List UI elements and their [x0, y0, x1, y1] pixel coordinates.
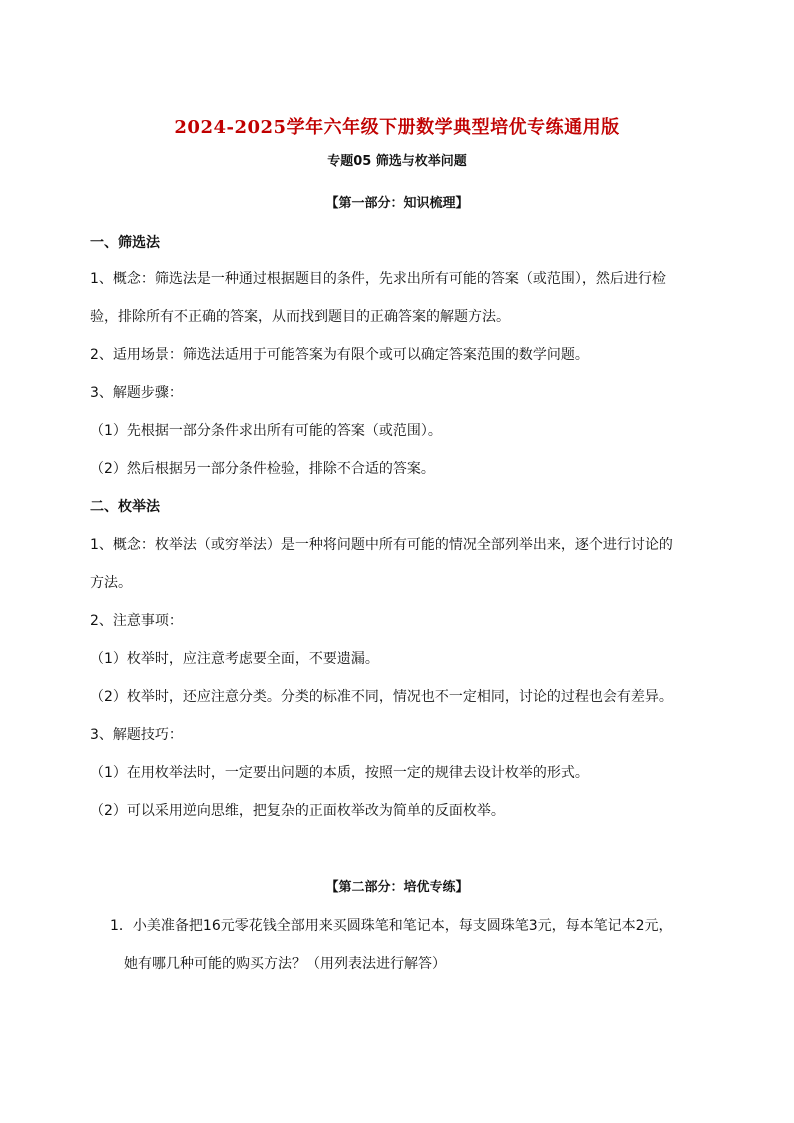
question-1-line2: 她有哪几种可能的购买方法？（用列表法进行解答） [124, 956, 446, 972]
sec2-tips-title: 3、解题技巧： [90, 727, 183, 743]
sec2-tip1: （1）在用枚举法时，一定要出问题的本质，按照一定的规律去设计枚举的形式。 [90, 765, 589, 781]
question-1-line1: 1．小美准备把16元零花钱全部用来买圆珠笔和笔记本，每支圆珠笔3元，每本笔记本2元， [110, 918, 673, 934]
sec2-concept-line2: 方法。 [90, 575, 132, 591]
sec2-title: 二、枚举法 [90, 499, 160, 515]
sec1-concept-line1: 1、概念：筛选法是一种通过根据题目的条件，先求出所有可能的答案（或范围），然后进行检 [90, 271, 666, 287]
sec1-step2: （2）然后根据另一部分条件检验，排除不合适的答案。 [90, 461, 435, 477]
sec2-notes-title: 2、注意事项： [90, 613, 183, 629]
document-subtitle: 专题05 筛选与枚举问题 [327, 154, 467, 169]
sec1-concept-line2: 验，排除所有不正确的答案，从而找到题目的正确答案的解题方法。 [90, 309, 510, 325]
sec2-concept-line1: 1、概念：枚举法（或穷举法）是一种将问题中所有可能的情况全部列举出来，逐个进行讨论的 [90, 537, 673, 553]
part2-heading: 【第二部分：培优专练】 [325, 880, 469, 895]
sec2-tip2: （2）可以采用逆向思维，把复杂的正面枚举改为简单的反面枚举。 [90, 803, 505, 819]
sec2-note1: （1）枚举时，应注意考虑要全面，不要遗漏。 [90, 651, 379, 667]
sec2-note2: （2）枚举时，还应注意分类。分类的标准不同，情况也不一定相同，讨论的过程也会有差异。 [90, 689, 673, 705]
part1-heading: 【第一部分：知识梳理】 [325, 196, 469, 211]
sec1-title: 一、筛选法 [90, 235, 160, 251]
document-title: 2024-2025学年六年级下册数学典型培优专练通用版 [174, 117, 620, 138]
sec1-step1: （1）先根据一部分条件求出所有可能的答案（或范围）。 [90, 423, 442, 439]
sec1-steps-title: 3、解题步骤： [90, 385, 183, 401]
sec1-scene: 2、适用场景：筛选法适用于可能答案为有限个或可以确定答案范围的数学问题。 [90, 347, 589, 363]
